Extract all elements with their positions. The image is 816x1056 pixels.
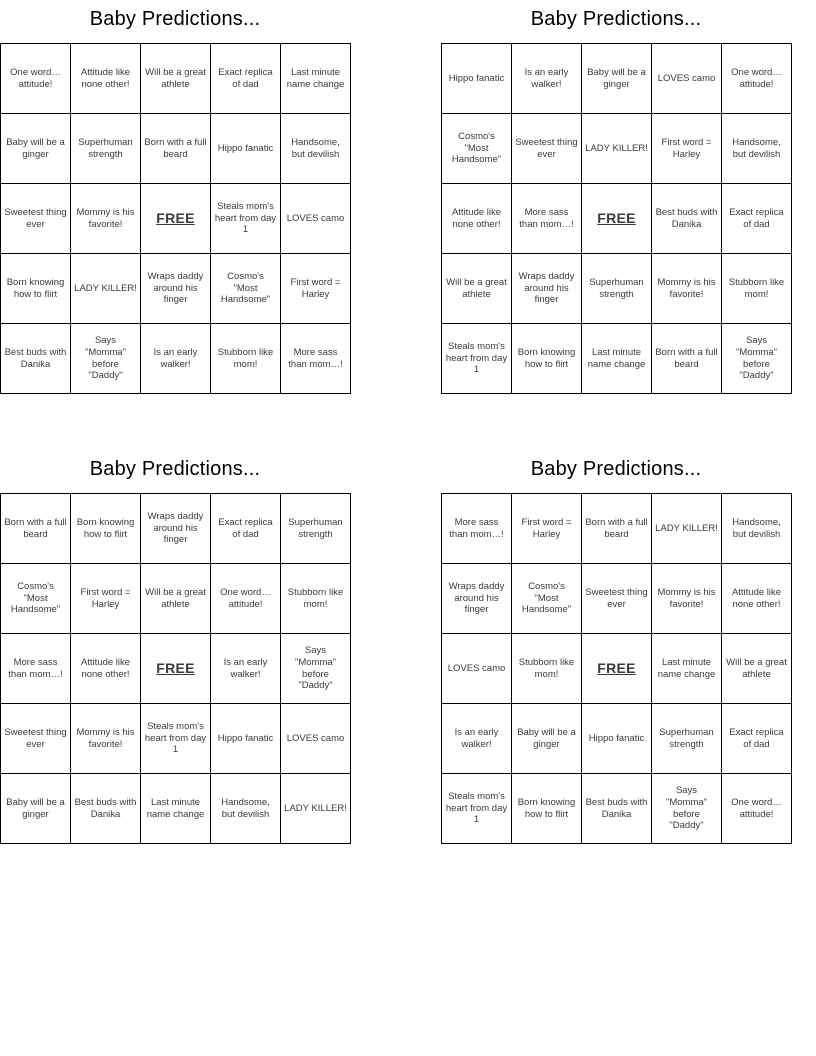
bingo-cell[interactable]: Wraps daddy around his finger: [512, 254, 582, 324]
bingo-cell[interactable]: Mommy is his favorite!: [71, 184, 141, 254]
bingo-cell[interactable]: Born knowing how to flirt: [512, 324, 582, 394]
bingo-row: [442, 184, 792, 254]
bingo-cell[interactable]: Sweetest thing ever: [1, 704, 71, 774]
bingo-cell[interactable]: Mommy is his favorite!: [652, 254, 722, 324]
bingo-row: [442, 254, 792, 324]
bingo-cell[interactable]: Handsome, but devilish: [722, 114, 792, 184]
bingo-cell[interactable]: Last minute name change: [652, 634, 722, 704]
bingo-free-space[interactable]: FREE: [141, 184, 211, 254]
bingo-cell[interactable]: Handsome, but devilish: [281, 114, 351, 184]
bingo-cell[interactable]: Steals mom's heart from day 1: [211, 184, 281, 254]
bingo-cell[interactable]: More sass than mom…!: [281, 324, 351, 394]
bingo-cell[interactable]: Born knowing how to flirt: [1, 254, 71, 324]
bingo-cell[interactable]: Steals mom's heart from day 1: [442, 774, 512, 844]
bingo-cell[interactable]: LOVES camo: [442, 634, 512, 704]
bingo-cell[interactable]: Sweetest thing ever: [582, 564, 652, 634]
bingo-cell[interactable]: Exact replica of dad: [722, 704, 792, 774]
bingo-cell[interactable]: Exact replica of dad: [211, 494, 281, 564]
bingo-grid: [0, 43, 351, 394]
bingo-cell[interactable]: Stubborn like mom!: [281, 564, 351, 634]
bingo-cell[interactable]: One word…attitude!: [1, 44, 71, 114]
bingo-cell[interactable]: Attitude like none other!: [442, 184, 512, 254]
bingo-cell[interactable]: One word…attitude!: [722, 774, 792, 844]
bingo-grid: [441, 43, 792, 394]
bingo-card-1: [0, 8, 350, 394]
bingo-card-4: [441, 458, 791, 844]
bingo-cell[interactable]: Attitude like none other!: [71, 634, 141, 704]
bingo-grid: [441, 493, 792, 844]
bingo-free-space[interactable]: FREE: [141, 634, 211, 704]
bingo-cell[interactable]: One word…attitude!: [211, 564, 281, 634]
bingo-cell[interactable]: Is an early walker!: [141, 324, 211, 394]
bingo-cell[interactable]: Cosmo's "Most Handsome": [1, 564, 71, 634]
bingo-row: [1, 634, 351, 704]
bingo-cell[interactable]: Baby will be a ginger: [582, 44, 652, 114]
bingo-cell[interactable]: Born with a full beard: [141, 114, 211, 184]
bingo-cell[interactable]: Says "Momma" before "Daddy": [722, 324, 792, 394]
bingo-cell[interactable]: Born with a full beard: [1, 494, 71, 564]
bingo-cell[interactable]: Stubborn like mom!: [512, 634, 582, 704]
bingo-cell[interactable]: Last minute name change: [582, 324, 652, 394]
card-title: Baby Predictions...: [89, 458, 261, 480]
bingo-cell[interactable]: More sass than mom…!: [512, 184, 582, 254]
bingo-free-space[interactable]: FREE: [582, 184, 652, 254]
bingo-row: [442, 114, 792, 184]
bingo-cell[interactable]: Steals mom's heart from day 1: [141, 704, 211, 774]
bingo-cell[interactable]: Last minute name change: [141, 774, 211, 844]
bingo-cell[interactable]: Will be a great athlete: [722, 634, 792, 704]
bingo-cell[interactable]: Born with a full beard: [652, 324, 722, 394]
bingo-cell[interactable]: More sass than mom…!: [1, 634, 71, 704]
bingo-row: [1, 704, 351, 774]
bingo-cell[interactable]: More sass than mom…!: [442, 494, 512, 564]
bingo-cell[interactable]: Stubborn like mom!: [722, 254, 792, 324]
bingo-cell[interactable]: Best buds with Danika: [582, 774, 652, 844]
bingo-cell[interactable]: Born with a full beard: [582, 494, 652, 564]
bingo-cell[interactable]: Hippo fanatic: [442, 44, 512, 114]
bingo-cell[interactable]: LADY KILLER!: [281, 774, 351, 844]
bingo-cell[interactable]: First word = Harley: [281, 254, 351, 324]
bingo-cell[interactable]: Mommy is his favorite!: [652, 564, 722, 634]
bingo-row: [442, 494, 792, 564]
bingo-cell[interactable]: Handsome, but devilish: [722, 494, 792, 564]
bingo-cell[interactable]: Mommy is his favorite!: [71, 704, 141, 774]
bingo-cell[interactable]: Says "Momma" before "Daddy": [281, 634, 351, 704]
bingo-row: [442, 704, 792, 774]
bingo-row: [442, 324, 792, 394]
bingo-cell[interactable]: Hippo fanatic: [211, 704, 281, 774]
bingo-cell[interactable]: Cosmo's "Most Handsome": [442, 114, 512, 184]
bingo-cell[interactable]: Handsome, but devilish: [211, 774, 281, 844]
bingo-card-3: [0, 458, 350, 844]
bingo-cell[interactable]: Born knowing how to flirt: [71, 494, 141, 564]
bingo-cell[interactable]: Attitude like none other!: [722, 564, 792, 634]
bingo-cell[interactable]: Baby will be a ginger: [1, 774, 71, 844]
bingo-cell[interactable]: Cosmo's "Most Handsome": [211, 254, 281, 324]
bingo-cell[interactable]: LADY KILLER!: [71, 254, 141, 324]
bingo-cell[interactable]: Wraps daddy around his finger: [141, 254, 211, 324]
bingo-row: [1, 114, 351, 184]
bingo-row: [442, 564, 792, 634]
bingo-grid: [0, 493, 351, 844]
bingo-row: [1, 254, 351, 324]
bingo-cell[interactable]: Steals mom's heart from day 1: [442, 324, 512, 394]
bingo-cell[interactable]: Superhuman strength: [582, 254, 652, 324]
bingo-cell[interactable]: Baby will be a ginger: [1, 114, 71, 184]
bingo-cell[interactable]: Says "Momma" before "Daddy": [652, 774, 722, 844]
bingo-cell[interactable]: Exact replica of dad: [211, 44, 281, 114]
card-title: Baby Predictions...: [530, 8, 702, 30]
bingo-cell[interactable]: Best buds with Danika: [652, 184, 722, 254]
card-title: Baby Predictions...: [89, 8, 261, 30]
bingo-cell[interactable]: Last minute name change: [281, 44, 351, 114]
bingo-row: [1, 184, 351, 254]
bingo-cell[interactable]: Is an early walker!: [211, 634, 281, 704]
bingo-cell[interactable]: LOVES camo: [281, 704, 351, 774]
bingo-cell[interactable]: Attitude like none other!: [71, 44, 141, 114]
bingo-cell[interactable]: LOVES camo: [281, 184, 351, 254]
bingo-cell[interactable]: Wraps daddy around his finger: [141, 494, 211, 564]
bingo-row: [1, 324, 351, 394]
bingo-cell[interactable]: Will be a great athlete: [442, 254, 512, 324]
bingo-cell[interactable]: Baby will be a ginger: [512, 704, 582, 774]
bingo-row: [1, 44, 351, 114]
bingo-cell[interactable]: Superhuman strength: [71, 114, 141, 184]
bingo-cell[interactable]: First word = Harley: [512, 494, 582, 564]
bingo-card-2: [441, 8, 791, 394]
bingo-cell[interactable]: Stubborn like mom!: [211, 324, 281, 394]
bingo-cell[interactable]: Cosmo's "Most Handsome": [512, 564, 582, 634]
bingo-cell[interactable]: LOVES camo: [652, 44, 722, 114]
bingo-cell[interactable]: Exact replica of dad: [722, 184, 792, 254]
bingo-cell[interactable]: Born knowing how to flirt: [512, 774, 582, 844]
bingo-row: [442, 634, 792, 704]
bingo-cell[interactable]: Superhuman strength: [652, 704, 722, 774]
bingo-cell[interactable]: Will be a great athlete: [141, 564, 211, 634]
bingo-cell[interactable]: One word…attitude!: [722, 44, 792, 114]
bingo-row: [1, 774, 351, 844]
bingo-cell[interactable]: Hippo fanatic: [211, 114, 281, 184]
bingo-cell[interactable]: Is an early walker!: [442, 704, 512, 774]
bingo-row: [442, 774, 792, 844]
bingo-cell[interactable]: Will be a great athlete: [141, 44, 211, 114]
bingo-cell[interactable]: First word = Harley: [71, 564, 141, 634]
bingo-cell[interactable]: Hippo fanatic: [582, 704, 652, 774]
bingo-cell[interactable]: LADY KILLER!: [582, 114, 652, 184]
bingo-cell[interactable]: Superhuman strength: [281, 494, 351, 564]
bingo-row: [442, 44, 792, 114]
bingo-row: [1, 494, 351, 564]
bingo-cell[interactable]: Says "Momma" before "Daddy": [71, 324, 141, 394]
bingo-cell[interactable]: Wraps daddy around his finger: [442, 564, 512, 634]
bingo-cell[interactable]: Sweetest thing ever: [1, 184, 71, 254]
card-title: Baby Predictions...: [530, 458, 702, 480]
bingo-cell[interactable]: Sweetest thing ever: [512, 114, 582, 184]
bingo-cell[interactable]: LADY KILLER!: [652, 494, 722, 564]
bingo-free-space[interactable]: FREE: [582, 634, 652, 704]
bingo-row: [1, 564, 351, 634]
bingo-cell[interactable]: Is an early walker!: [512, 44, 582, 114]
bingo-cell[interactable]: Best buds with Danika: [71, 774, 141, 844]
bingo-cell[interactable]: First word = Harley: [652, 114, 722, 184]
bingo-cell[interactable]: Best buds with Danika: [1, 324, 71, 394]
